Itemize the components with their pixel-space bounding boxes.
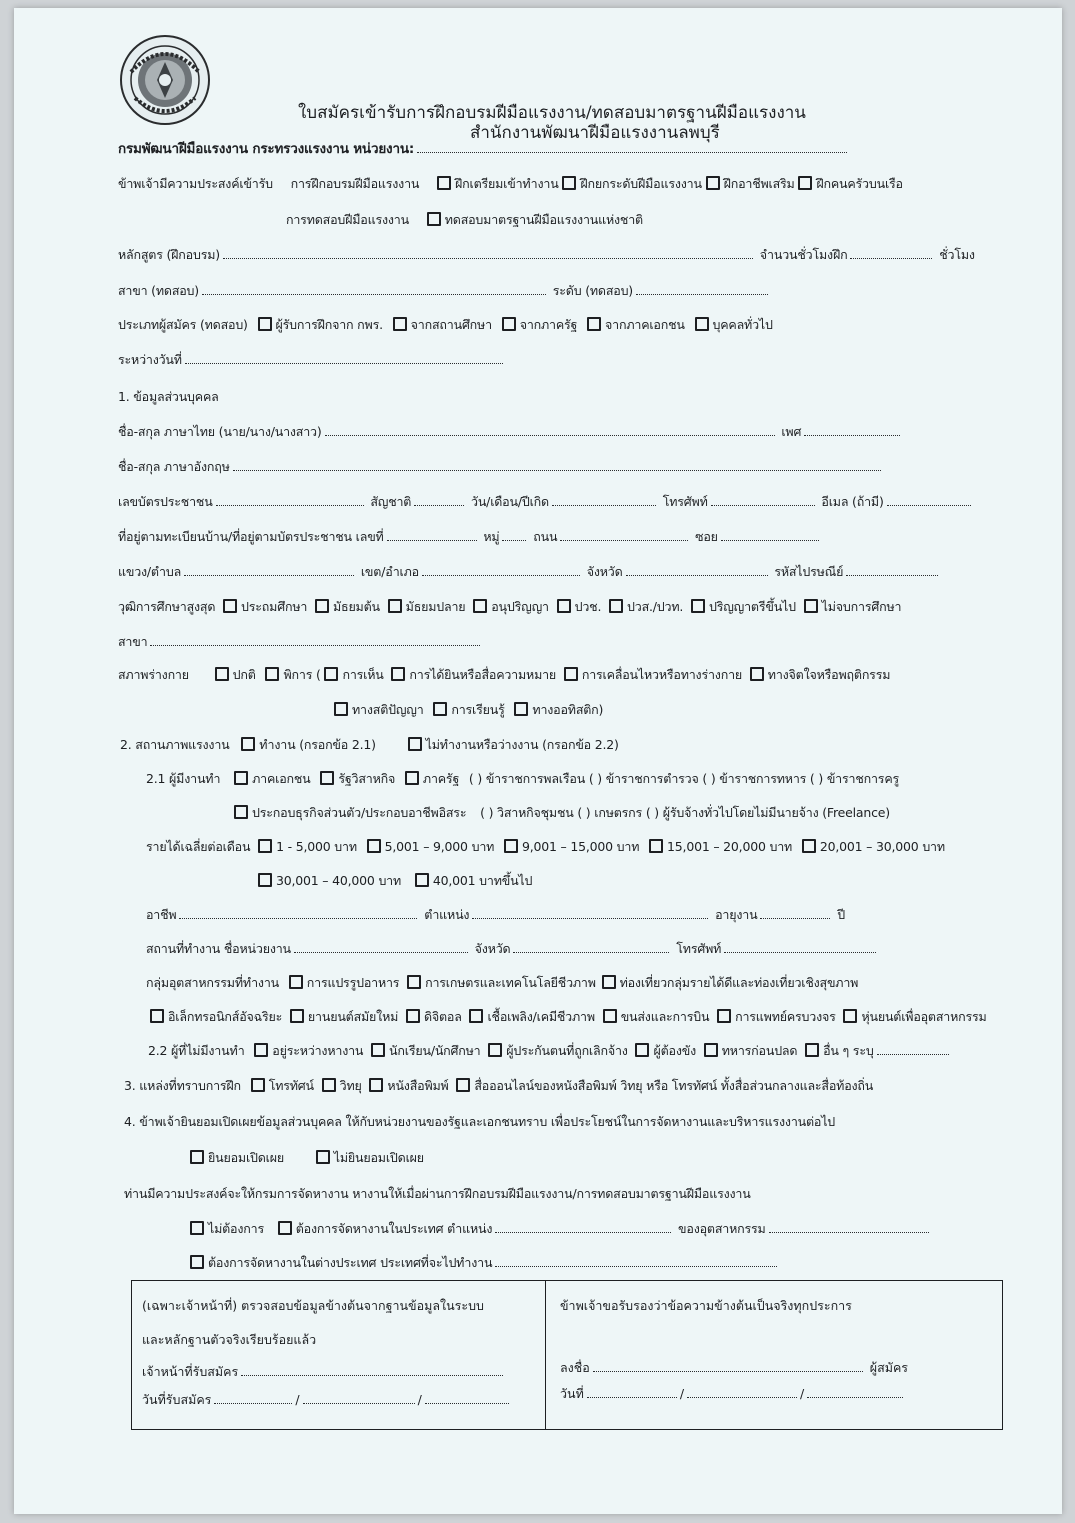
checkbox-mobility[interactable] <box>564 667 578 681</box>
form-title: ใบสมัครเข้ารับการฝึกอบรมฝีมือแรงงาน/ทดสอบมาตรฐานฝีมือแรงงาน <box>298 103 806 123</box>
job-domestic-row <box>190 1220 932 1238</box>
option-label: บุคคลทั่วไป <box>712 317 773 332</box>
option-label: ปกติ <box>232 667 256 682</box>
other-field[interactable] <box>877 1042 949 1055</box>
option-label: โทรทัศน์ <box>268 1078 314 1093</box>
sign-date-row: วันที่ / / <box>560 1385 906 1403</box>
checkbox-unemployed[interactable] <box>408 737 422 751</box>
certify-text: ข้าพเจ้าขอรับรองว่าข้อความข้างต้นเป็นจริงทุกประการ <box>560 1298 852 1313</box>
dob-label: วัน/เดือน/ปีเกิด <box>471 494 549 509</box>
moo-label: หมู่ <box>483 529 500 544</box>
intent-label: ข้าพเจ้ามีความประสงค์เข้ารับ <box>118 176 273 191</box>
level-label: ระดับ (ทดสอบ) <box>552 283 633 298</box>
checkbox-logistics-aviation[interactable] <box>603 1009 617 1023</box>
education-label: วุฒิการศึกษาสูงสุด <box>118 599 216 614</box>
sex-label: เพศ <box>781 424 802 439</box>
checkbox-student[interactable] <box>371 1043 385 1057</box>
option-label: หุ่นยนต์เพื่ออุตสาหกรรม <box>861 1009 987 1024</box>
option-label: จากภาครัฐ <box>519 317 578 332</box>
receive-day-field[interactable] <box>214 1391 292 1404</box>
option-label: ไม่ทำงานหรือว่างงาน (กรอกข้อ 2.2) <box>425 737 619 752</box>
subdistrict-label: แขวง/ตำบล <box>118 564 182 579</box>
application-form <box>14 8 1062 1514</box>
officer-label: เจ้าหน้าที่รับสมัคร <box>142 1364 239 1379</box>
english-name-label: ชื่อ-สกุล ภาษาอังกฤษ <box>118 459 230 474</box>
checkbox-general-public[interactable] <box>695 317 709 331</box>
checkbox-income-6[interactable] <box>258 873 272 887</box>
checkbox-autism[interactable] <box>514 702 528 716</box>
checkbox-own-business[interactable] <box>234 805 248 819</box>
source-row <box>124 1077 873 1095</box>
option-label: อิเล็กทรอนิกส์อัจฉริยะ <box>168 1009 283 1024</box>
checkbox-medical-hub[interactable] <box>717 1009 731 1023</box>
english-name-row <box>118 458 884 476</box>
checkbox-newspaper[interactable] <box>369 1078 383 1092</box>
checkbox-domestic-job[interactable] <box>278 1221 292 1235</box>
sign-row <box>560 1359 908 1377</box>
checkbox-inmate[interactable] <box>635 1043 649 1057</box>
receive-month-field[interactable] <box>303 1391 415 1404</box>
receive-date-label: วันที่รับสมัคร <box>142 1392 212 1407</box>
address-row <box>118 528 822 546</box>
checkbox-state-enterprise[interactable] <box>320 771 334 785</box>
option-label: ทางสติปัญญา <box>352 702 424 717</box>
department-seal-icon <box>117 32 213 128</box>
testing-label: การทดสอบฝีมือแรงงาน <box>286 212 409 227</box>
soi-label: ซอย <box>695 529 718 544</box>
option-label: ประกอบธุรกิจส่วนตัว/ประกอบอาชีพอิสระ <box>252 805 467 820</box>
position-label: ตำแหน่ง <box>424 907 470 922</box>
option-label: การแพทย์ครบวงจร <box>735 1009 836 1024</box>
option-label: 15,001 – 20,000 บาท <box>667 839 793 854</box>
option-label: 5,001 – 9,000 บาท <box>384 839 495 854</box>
checkbox-food-processing[interactable] <box>289 975 303 989</box>
thai-name-label: ชื่อ-สกุล ภาษาไทย (นาย/นาง/นางสาว) <box>118 424 322 439</box>
nationality-field[interactable] <box>414 493 464 506</box>
option-label: อื่น ๆ ระบุ <box>823 1043 874 1058</box>
option-label: จากภาคเอกชน <box>605 317 685 332</box>
option-label: มัธยมปลาย <box>405 599 466 614</box>
business-options: ( ) วิสาหกิจชุมชน ( ) เกษตรกร ( ) ผู้รับจ้างทั่วไปโดยไม่มีนายจ้าง (Freelance) <box>480 805 890 820</box>
option-label: ไม่ต้องการ <box>208 1221 264 1236</box>
sign-date-label: วันที่ <box>560 1386 584 1401</box>
province-label: จังหวัด <box>586 564 623 579</box>
checkbox-learning[interactable] <box>433 702 447 716</box>
sign-year-field[interactable] <box>807 1385 903 1398</box>
checkbox-pre-employment[interactable] <box>437 176 451 190</box>
checkbox-laid-off-insured[interactable] <box>488 1043 502 1057</box>
thai-name-row <box>118 423 903 441</box>
option-label: 40,001 บาทขึ้นไป <box>432 873 533 888</box>
option-label: ฝึกอาชีพเสริม <box>723 176 795 191</box>
option-label: การแปรรูปอาหาร <box>306 975 400 990</box>
checkbox-from-private[interactable] <box>587 317 601 331</box>
email-label: อีเมล (ถ้ามี) <box>821 494 884 509</box>
sign-month-field[interactable] <box>687 1385 797 1398</box>
subdistrict-field[interactable] <box>184 563 354 576</box>
postcode-label: รหัสไปรษณีย์ <box>774 564 844 579</box>
option-label: ขนส่งและการบิน <box>620 1009 710 1024</box>
option-label: นักเรียน/นักศึกษา <box>389 1043 481 1058</box>
abroad-country-field[interactable] <box>495 1254 777 1267</box>
major-row <box>118 633 483 651</box>
checkbox-visual[interactable] <box>324 667 338 681</box>
official-line1: (เฉพาะเจ้าหน้าที่) ตรวจสอบข้อมูลข้างต้นจากฐานข้อมูลในระบบ <box>142 1298 484 1313</box>
checkbox-not-want[interactable] <box>190 1221 204 1235</box>
nationality-label: สัญชาติ <box>370 494 412 509</box>
option-label: ยานยนต์สมัยใหม่ <box>307 1009 399 1024</box>
applicant-type-row <box>118 316 773 334</box>
intent-testing-row <box>286 211 643 229</box>
officer-row <box>142 1363 506 1381</box>
section4-heading: 4. ข้าพเจ้ายินยอมเปิดเผยข้อมูลส่วนบุคคล ให้กับหน่วยงานของรัฐและเอกชนทราบ เพื่อประโยชน์ในการจัดหางานและบริหารแรงงานต่อไป <box>124 1114 836 1129</box>
income-row <box>146 838 945 856</box>
checkbox-biofuel[interactable] <box>469 1009 483 1023</box>
work-province-field[interactable] <box>513 940 669 953</box>
checkbox-upskill[interactable] <box>562 176 576 190</box>
checkbox-agri-biotech[interactable] <box>407 975 421 989</box>
department-label: กรมพัฒนาฝีมือแรงงาน กระทรวงแรงงาน หน่วยงาน: <box>118 141 415 157</box>
checkbox-digital[interactable] <box>406 1009 420 1023</box>
physical-label: สภาพร่างกาย <box>118 667 189 682</box>
option-label: ผู้รับการฝึกจาก กพร. <box>275 317 383 332</box>
industry-label: กลุ่มอุตสาหกรรมที่ทำงาน <box>146 975 279 990</box>
option-label: ทำงาน (กรอกข้อ 2.1) <box>259 737 376 752</box>
checkbox-abroad-job[interactable] <box>190 1255 204 1269</box>
checkbox-bachelor-plus[interactable] <box>691 599 705 613</box>
option-label: ท่องเที่ยวกลุ่มรายได้ดีและท่องเที่ยวเชิงสุขภาพ <box>619 975 859 990</box>
option-label: การเห็น <box>342 667 384 682</box>
checkbox-employed[interactable] <box>241 737 255 751</box>
course-row <box>118 246 975 264</box>
option-label: พิการ ( <box>283 667 321 682</box>
domestic-position-field[interactable] <box>495 1220 671 1233</box>
option-label: การเรียนรู้ <box>451 702 505 717</box>
option-label: 1 - 5,000 บาท <box>276 839 357 854</box>
unemployed-row <box>148 1042 952 1060</box>
occupation-field[interactable] <box>179 906 417 919</box>
course-label: หลักสูตร (ฝึกอบรม) <box>118 247 220 262</box>
sign-label: ลงชื่อ <box>560 1360 590 1375</box>
form-subtitle: สำนักงานพัฒนาฝีมือแรงงานลพบุรี <box>470 123 720 143</box>
option-label: ภาครัฐ <box>422 771 460 786</box>
section3-heading: 3. แหล่งที่ทราบการฝึก <box>124 1078 241 1093</box>
checkbox-no-degree[interactable] <box>804 599 818 613</box>
work-province-label: จังหวัด <box>474 941 511 956</box>
option-label: ทดสอบมาตรฐานฝีมือแรงงานแห่งชาติ <box>444 212 643 227</box>
hours-label: จำนวนชั่วโมงฝึก <box>759 247 848 262</box>
agency-field[interactable] <box>417 140 847 153</box>
work-phone-label: โทรศัพท์ <box>676 941 722 956</box>
option-label: ผู้ประกันตนที่ถูกเลิกจ้าง <box>506 1043 628 1058</box>
checkbox-next-gen-automotive[interactable] <box>290 1009 304 1023</box>
option-label: การได้ยินหรือสื่อความหมาย <box>409 667 557 682</box>
industry-of-label: ของอุตสาหกรรม <box>678 1221 766 1236</box>
option-label: ผู้ต้องขัง <box>653 1043 696 1058</box>
income-label: รายได้เฉลี่ยต่อเดือน <box>146 839 251 854</box>
receive-date-row: วันที่รับสมัคร / / <box>142 1391 512 1409</box>
checkbox-robotics[interactable] <box>843 1009 857 1023</box>
id-field[interactable] <box>216 493 364 506</box>
address-label: ที่อยู่ตามทะเบียนบ้าน/ที่อยู่ตามบัตรประชาชน เลขที่ <box>118 529 384 544</box>
district-field[interactable] <box>422 563 580 576</box>
occupation-row <box>146 906 845 924</box>
physical-row <box>118 666 890 684</box>
work-age-field[interactable] <box>760 906 830 919</box>
option-label: ไม่ยินยอมเปิดเผย <box>333 1150 424 1165</box>
course-field[interactable] <box>223 246 753 259</box>
period-row <box>118 351 506 369</box>
checkbox-income-5[interactable] <box>802 839 816 853</box>
industry-row <box>146 974 858 992</box>
checkbox-vocational-cert[interactable] <box>557 599 571 613</box>
major-field[interactable] <box>150 633 480 646</box>
checkbox-income-4[interactable] <box>649 839 663 853</box>
english-name-field[interactable] <box>233 458 881 471</box>
checkbox-tourism[interactable] <box>602 975 616 989</box>
job-question: ท่านมีความประสงค์จะให้กรมการจัดหางาน หางานให้เมื่อผ่านการฝึกอบรมฝีมือแรงงาน/การทดสอบมาตรฐานฝีมือแรงงาน <box>124 1186 751 1201</box>
education-row <box>118 598 901 616</box>
s22-label: 2.2 ผู้ที่ไม่มีงานทำ <box>148 1043 245 1058</box>
dob-field[interactable] <box>552 493 656 506</box>
phone-field[interactable] <box>711 493 815 506</box>
option-label: 9,001 – 15,000 บาท <box>521 839 640 854</box>
checkbox-high-vocational[interactable] <box>609 599 623 613</box>
option-label: การเคลื่อนไหวหรือทางร่างกาย <box>581 667 743 682</box>
checkbox-associate[interactable] <box>473 599 487 613</box>
training-label: การฝึกอบรมฝีมือแรงงาน <box>290 176 420 191</box>
id-row <box>118 493 974 511</box>
district-label: เขต/อำเภอ <box>360 564 419 579</box>
location-row <box>118 563 941 581</box>
checkbox-online-media[interactable] <box>456 1078 470 1092</box>
checkbox-supplementary[interactable] <box>706 176 720 190</box>
checkbox-disabled[interactable] <box>265 667 279 681</box>
work-age-label: อายุงาน <box>715 907 758 922</box>
period-field[interactable] <box>185 351 503 364</box>
employment-status-row <box>120 736 619 754</box>
checkbox-dsd-trainee[interactable] <box>258 317 272 331</box>
applicant-type-label: ประเภทผู้สมัคร (ทดสอบ) <box>118 317 248 332</box>
option-label: อยู่ระหว่างหางาน <box>272 1043 364 1058</box>
workplace-field[interactable] <box>294 940 468 953</box>
checkbox-income-1[interactable] <box>258 839 272 853</box>
option-label: ทางจิตใจหรือพฤติกรรม <box>767 667 891 682</box>
email-field[interactable] <box>887 493 971 506</box>
income-row-2 <box>258 872 532 890</box>
year-label: ปี <box>837 907 845 922</box>
signature-field[interactable] <box>593 1359 863 1372</box>
workplace-label: สถานที่ทำงาน ชื่อหน่วยงาน <box>146 941 291 956</box>
moo-field[interactable] <box>502 528 526 541</box>
option-label: ปวช. <box>574 599 602 614</box>
signature-box <box>131 1280 1003 1430</box>
level-field[interactable] <box>636 282 768 295</box>
checkbox-lower-secondary[interactable] <box>315 599 329 613</box>
checkbox-income-3[interactable] <box>504 839 518 853</box>
checkbox-national-standard-test[interactable] <box>427 212 441 226</box>
checkbox-smart-electronics[interactable] <box>150 1009 164 1023</box>
option-label: เชื้อเพลิง/เคมีชีวภาพ <box>487 1009 595 1024</box>
civil-servant-options: ( ) ข้าราชการพลเรือน ( ) ข้าราชการตำรวจ ( ) ข้าราชการทหาร ( ) ข้าราชการครู <box>468 771 899 786</box>
checkbox-ship-cook[interactable] <box>798 176 812 190</box>
work-phone-field[interactable] <box>724 940 876 953</box>
job-abroad-row <box>190 1254 780 1272</box>
branch-row <box>118 282 771 300</box>
option-label: ยินยอมเปิดเผย <box>208 1150 284 1165</box>
period-label: ระหว่างวันที่ <box>118 352 182 367</box>
option-label: ต้องการจัดหางานในต่างประเทศ ประเทศที่จะไปทำงาน <box>208 1255 493 1270</box>
option-label: ทางออทิสติก) <box>532 702 604 717</box>
officer-field[interactable] <box>241 1363 503 1376</box>
hours-unit: ชั่วโมง <box>939 247 975 262</box>
option-label: ปริญญาตรีขึ้นไป <box>708 599 796 614</box>
checkbox-consent[interactable] <box>190 1150 204 1164</box>
option-label: ทหารก่อนปลด <box>721 1043 798 1058</box>
employed-type-row <box>146 770 899 788</box>
road-label: ถนน <box>533 529 558 544</box>
consent-row <box>190 1149 424 1167</box>
section1-heading: 1. ข้อมูลส่วนบุคคล <box>118 389 219 404</box>
checkbox-no-consent[interactable] <box>316 1150 330 1164</box>
checkbox-upper-secondary[interactable] <box>388 599 402 613</box>
option-label: ดิจิตอล <box>423 1009 462 1024</box>
checkbox-intellectual[interactable] <box>334 702 348 716</box>
phone-label: โทรศัพท์ <box>662 494 708 509</box>
checkbox-television[interactable] <box>251 1078 265 1092</box>
occupation-label: อาชีพ <box>146 907 177 922</box>
postcode-field[interactable] <box>846 563 938 576</box>
checkbox-primary[interactable] <box>223 599 237 613</box>
option-label: ภาคเอกชน <box>252 771 311 786</box>
industry-row-2 <box>150 1008 987 1026</box>
section2-heading: 2. สถานภาพแรงงาน <box>120 737 230 752</box>
business-row <box>234 804 890 822</box>
checkbox-from-government[interactable] <box>502 317 516 331</box>
domestic-industry-field[interactable] <box>769 1220 929 1233</box>
option-label: ต้องการจัดหางานในประเทศ ตำแหน่ง <box>295 1221 493 1236</box>
option-label: ฝึกคนครัวบนเรือ <box>816 176 903 191</box>
option-label: หนังสือพิมพ์ <box>387 1078 449 1093</box>
major-label: สาขา <box>118 634 148 649</box>
checkbox-pre-discharge-soldier[interactable] <box>704 1043 718 1057</box>
applicant-label: ผู้สมัคร <box>869 1360 909 1375</box>
option-label: 30,001 – 40,000 บาท <box>276 873 402 888</box>
workplace-row <box>146 940 879 958</box>
option-label: ปวส./ปวท. <box>627 599 684 614</box>
checkbox-income-7[interactable] <box>415 873 429 887</box>
branch-field[interactable] <box>202 282 546 295</box>
checkbox-other[interactable] <box>805 1043 819 1057</box>
sex-field[interactable] <box>804 423 900 436</box>
checkbox-normal[interactable] <box>215 667 229 681</box>
checkbox-hearing[interactable] <box>391 667 405 681</box>
checkbox-government-sector[interactable] <box>405 771 419 785</box>
option-label: อนุปริญญา <box>491 599 549 614</box>
option-label: การเกษตรและเทคโนโลยีชีวภาพ <box>425 975 596 990</box>
official-line2: และหลักฐานตัวจริงเรียบร้อยแล้ว <box>142 1332 317 1347</box>
option-label: 20,001 – 30,000 บาท <box>819 839 945 854</box>
option-label: ประถมศึกษา <box>241 599 308 614</box>
road-field[interactable] <box>560 528 688 541</box>
option-label: วิทยุ <box>339 1078 362 1093</box>
physical-row-2 <box>334 701 603 719</box>
s21-label: 2.1 ผู้มีงานทำ <box>146 771 221 786</box>
checkbox-radio[interactable] <box>322 1078 336 1092</box>
checkbox-mental[interactable] <box>750 667 764 681</box>
branch-label: สาขา (ทดสอบ) <box>118 283 199 298</box>
option-label: มัธยมต้น <box>332 599 380 614</box>
option-label: สื่อออนไลน์ของหนังสือพิมพ์ วิทยุ หรือ โทรทัศน์ ทั้งสื่อส่วนกลางและสื่อท้องถิ่น <box>474 1078 874 1093</box>
department-line <box>118 140 850 158</box>
option-label: ไม่จบการศึกษา <box>821 599 902 614</box>
sign-day-field[interactable] <box>587 1385 677 1398</box>
checkbox-private-sector[interactable] <box>234 771 248 785</box>
house-no-field[interactable] <box>387 528 477 541</box>
option-label: จากสถานศึกษา <box>410 317 492 332</box>
checkbox-income-2[interactable] <box>367 839 381 853</box>
thai-name-field[interactable] <box>325 423 775 436</box>
hours-field[interactable] <box>850 246 932 259</box>
soi-field[interactable] <box>721 528 819 541</box>
position-field[interactable] <box>472 906 708 919</box>
option-label: ฝึกยกระดับฝีมือแรงงาน <box>580 176 702 191</box>
checkbox-from-school[interactable] <box>393 317 407 331</box>
id-label: เลขบัตรประชาชน <box>118 494 213 509</box>
box-divider <box>545 1281 546 1429</box>
province-field[interactable] <box>626 563 768 576</box>
option-label: ฝึกเตรียมเข้าทำงาน <box>455 176 559 191</box>
intent-training-row <box>118 175 903 193</box>
receive-year-field[interactable] <box>425 1391 509 1404</box>
checkbox-job-seeking[interactable] <box>254 1043 268 1057</box>
option-label: รัฐวิสาหกิจ <box>338 771 396 786</box>
